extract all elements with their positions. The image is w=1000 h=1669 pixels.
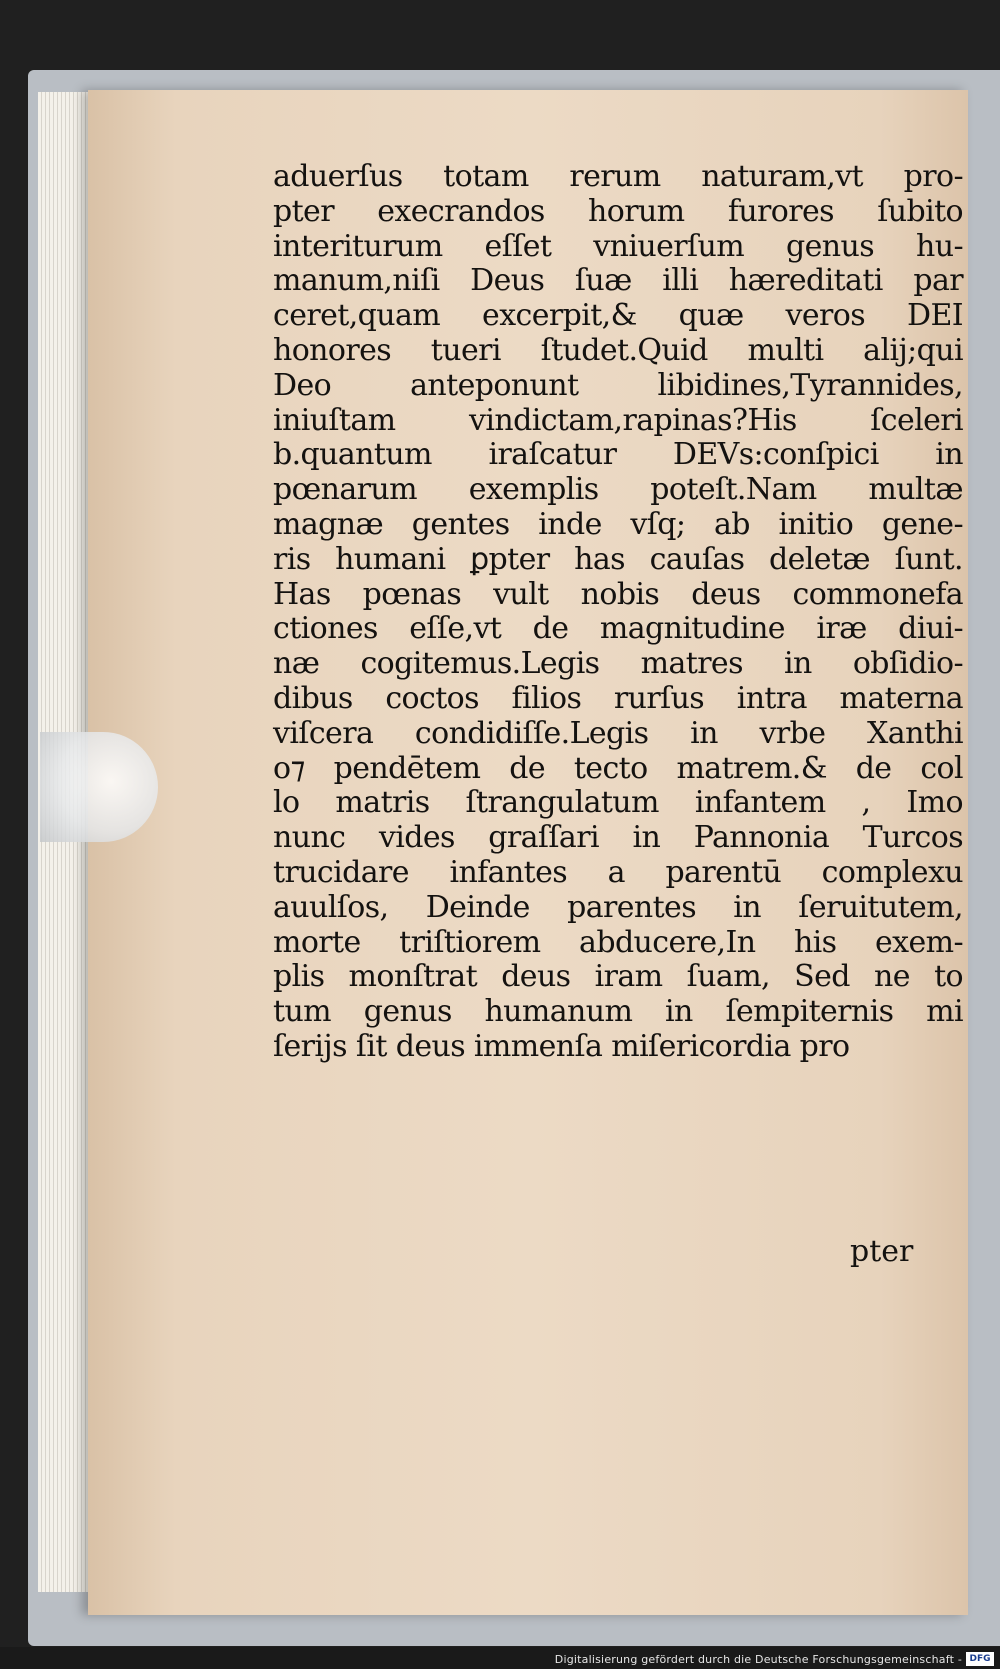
page-text [273, 160, 963, 1065]
text-line: auulſos, Deinde parentes in ſeruitutem, [273, 889, 963, 925]
text-line: magnæ gentes inde vſq; ab initio gene- [273, 506, 963, 542]
text-line: o⁊ pendētem de tecto matrem.& de col [273, 750, 963, 786]
text-line: Deo anteponunt libidines,Tyrannides, [273, 367, 963, 403]
text-line: plis monſtrat deus iram ſuam, Sed ne to [273, 959, 963, 995]
text-line: ris humani ꝑpter has cauſas deletæ ſunt. [273, 541, 963, 577]
catchword: pter [850, 1234, 914, 1269]
text-line: trucidare infantes a parentū complexu [273, 854, 963, 890]
text-line: ceret,quam excerpit,& quæ veros DEI [273, 298, 963, 334]
text-line: morte triſtiorem abducere,In his exem- [273, 924, 963, 960]
text-line: pœnarum exemplis poteſt.Nam multæ [273, 472, 963, 508]
text-line: iniuſtam vindictam,rapinas?His ſceleri [273, 402, 963, 438]
text-line: ctiones eſſe,vt de magnitudine iræ diui- [273, 611, 963, 647]
funding-credit: Digitalisierung gefördert durch die Deutsche Forschungsgemeinschaft - [554, 1653, 962, 1666]
page-clip [40, 732, 158, 842]
text-line: aduerſus totam rerum naturam,vt pro- [273, 159, 963, 194]
text-line: ſerijs ſit deus immenſa miſericordia pro [273, 1028, 850, 1064]
text-line: dibus coctos filios rurſus intra materna [273, 680, 963, 716]
text-line: honores tueri ſtudet.Quid multi alij;qui [273, 332, 963, 368]
text-line: pter execrandos horum furores ſubito [273, 193, 963, 229]
text-line: manum,niſi Deus ſuæ illi hæreditati par [273, 263, 963, 299]
text-line: næ cogitemus.Legis matres in obſidio- [273, 646, 963, 682]
text-line: Has pœnas vult nobis deus commonefa [273, 576, 963, 612]
text-line: tum genus humanum in ſempiternis mi [273, 994, 963, 1030]
text-line: interiturum eſſet vniuerſum genus hu- [273, 228, 963, 264]
dfg-logo: DFG [966, 1652, 994, 1666]
text-line: lo matris ſtrangulatum infantem , Imo [273, 785, 963, 821]
footer-bar [0, 1647, 1000, 1669]
text-line: b.quantum iraſcatur DEVs:conſpici in [273, 437, 963, 473]
text-line: viſcera condidiſſe.Legis in vrbe Xanthi [273, 715, 963, 751]
text-line: nunc vides graſſari in Pannonia Turcos [273, 820, 963, 856]
